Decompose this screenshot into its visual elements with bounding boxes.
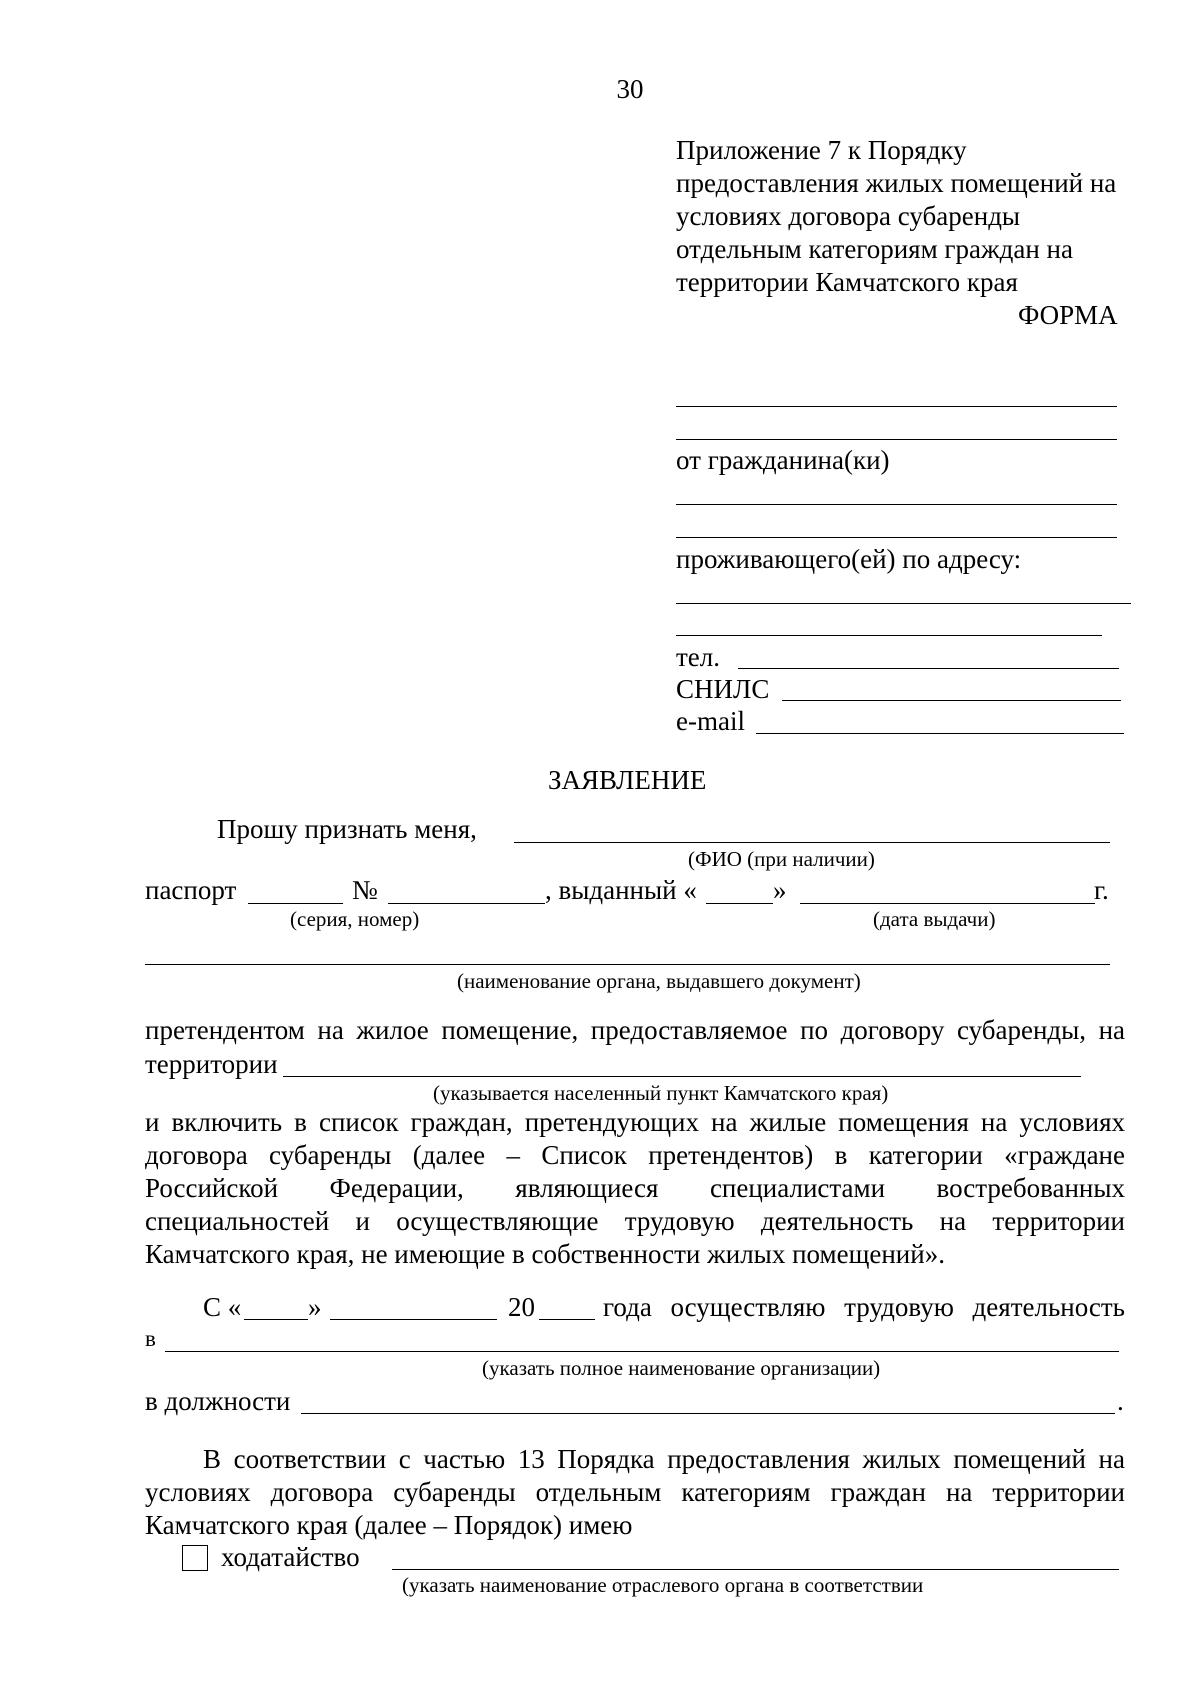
residing-label: проживающего(ей) по адресу:	[676, 544, 1022, 574]
appendix-line: Приложение 7 к Порядку	[676, 135, 967, 165]
claimant-line: претендентом на жилое помещение, предоставляемое по договору субаренды, на	[145, 1015, 1125, 1045]
address-line-1[interactable]	[676, 603, 1131, 604]
include-paragraph-line: Камчатского края, не имеющие в собственности жилых помещений».	[145, 1239, 945, 1269]
email-label: e-mail	[676, 706, 745, 736]
territory-hint: (указывается населенный пункт Камчатского края)	[433, 1081, 889, 1105]
snils-label: СНИЛС	[676, 674, 770, 704]
citizen-name-line-1[interactable]	[676, 504, 1117, 505]
territory-field[interactable]	[283, 1076, 1081, 1077]
quote-close: »	[773, 875, 787, 905]
snils-field[interactable]	[782, 700, 1121, 701]
accordance-paragraph-line: условиях договора субаренды отдельным категориям граждан на территории	[145, 1477, 1125, 1507]
issue-date-field[interactable]	[800, 903, 1095, 904]
addressee-line-1[interactable]	[676, 406, 1117, 407]
in-label: в	[145, 1326, 156, 1351]
position-period: .	[1117, 1386, 1124, 1416]
since-label: С «	[203, 1292, 242, 1322]
appendix-line: предоставления жилых помещений на	[676, 168, 1117, 198]
request-label: Прошу признать меня,	[217, 814, 477, 844]
include-paragraph-line: специальностей и осуществляющие трудовую деятельность на территории	[145, 1206, 1125, 1236]
employment-text: года осуществляю трудовую деятельность	[603, 1292, 1125, 1322]
date-hint: (дата выдачи)	[873, 907, 996, 931]
petition-field[interactable]	[392, 1569, 1119, 1570]
form-label: ФОРМА	[1018, 300, 1118, 330]
fio-hint: (ФИО (при наличии)	[688, 847, 875, 871]
citizen-name-line-2[interactable]	[676, 537, 1117, 538]
document-title: ЗАЯВЛЕНИЕ	[548, 765, 707, 795]
passport-series-field[interactable]	[248, 903, 343, 904]
tel-label: тел.	[676, 642, 721, 672]
number-sign: №	[352, 875, 378, 905]
employment-month-field[interactable]	[330, 1319, 497, 1320]
email-field[interactable]	[756, 733, 1124, 734]
accordance-paragraph-line: В соответствии с частью 13 Порядка предоставления жилых помещений на	[203, 1444, 1125, 1474]
page-number: 30	[616, 74, 644, 104]
addressee-line-2[interactable]	[676, 439, 1117, 440]
issue-day-field[interactable]	[706, 903, 773, 904]
passport-label: паспорт	[145, 875, 237, 905]
accordance-paragraph-line: Камчатского края (далее – Порядок) имею	[145, 1510, 633, 1540]
include-paragraph-line: Российской Федерации, являющиеся специалистами востребованных	[145, 1173, 1125, 1203]
employment-year-field[interactable]	[539, 1319, 595, 1320]
year-suffix: г.	[1094, 875, 1109, 905]
position-label: в должности	[145, 1386, 291, 1416]
petition-label: ходатайство	[221, 1542, 360, 1572]
authority-hint: (наименование органа, выдавшего документ)	[457, 969, 861, 993]
organization-field[interactable]	[165, 1351, 1119, 1352]
passport-number-field[interactable]	[388, 903, 545, 904]
quote-close: »	[308, 1292, 322, 1322]
address-line-2[interactable]	[676, 635, 1102, 636]
include-paragraph-line: и включить в список граждан, претендующих на жилые помещения на условиях	[145, 1107, 1125, 1137]
tel-field[interactable]	[738, 668, 1119, 669]
appendix-line: условиях договора субаренды	[676, 201, 1021, 231]
issuing-authority-field[interactable]	[145, 964, 1110, 965]
appendix-line: отдельным категориям граждан на	[676, 234, 1073, 264]
include-paragraph-line: договора субаренды (далее – Список претендентов) в категории «граждане	[145, 1140, 1125, 1170]
organization-hint: (указать полное наименование организации)	[482, 1356, 881, 1380]
petition-checkbox[interactable]	[182, 1545, 208, 1571]
fio-field[interactable]	[514, 842, 1110, 843]
series-hint: (серия, номер)	[290, 907, 420, 931]
petition-hint: (указать наименование отраслевого органа в соответствии	[402, 1573, 924, 1597]
from-citizen-label: от гражданина(ки)	[676, 445, 890, 475]
year-prefix: 20	[508, 1292, 535, 1322]
issued-label: , выданный «	[545, 875, 697, 905]
employment-day-field[interactable]	[244, 1319, 308, 1320]
territory-label: территории	[145, 1049, 278, 1079]
appendix-line: территории Камчатского края	[676, 267, 1018, 297]
position-field[interactable]	[301, 1413, 1115, 1414]
